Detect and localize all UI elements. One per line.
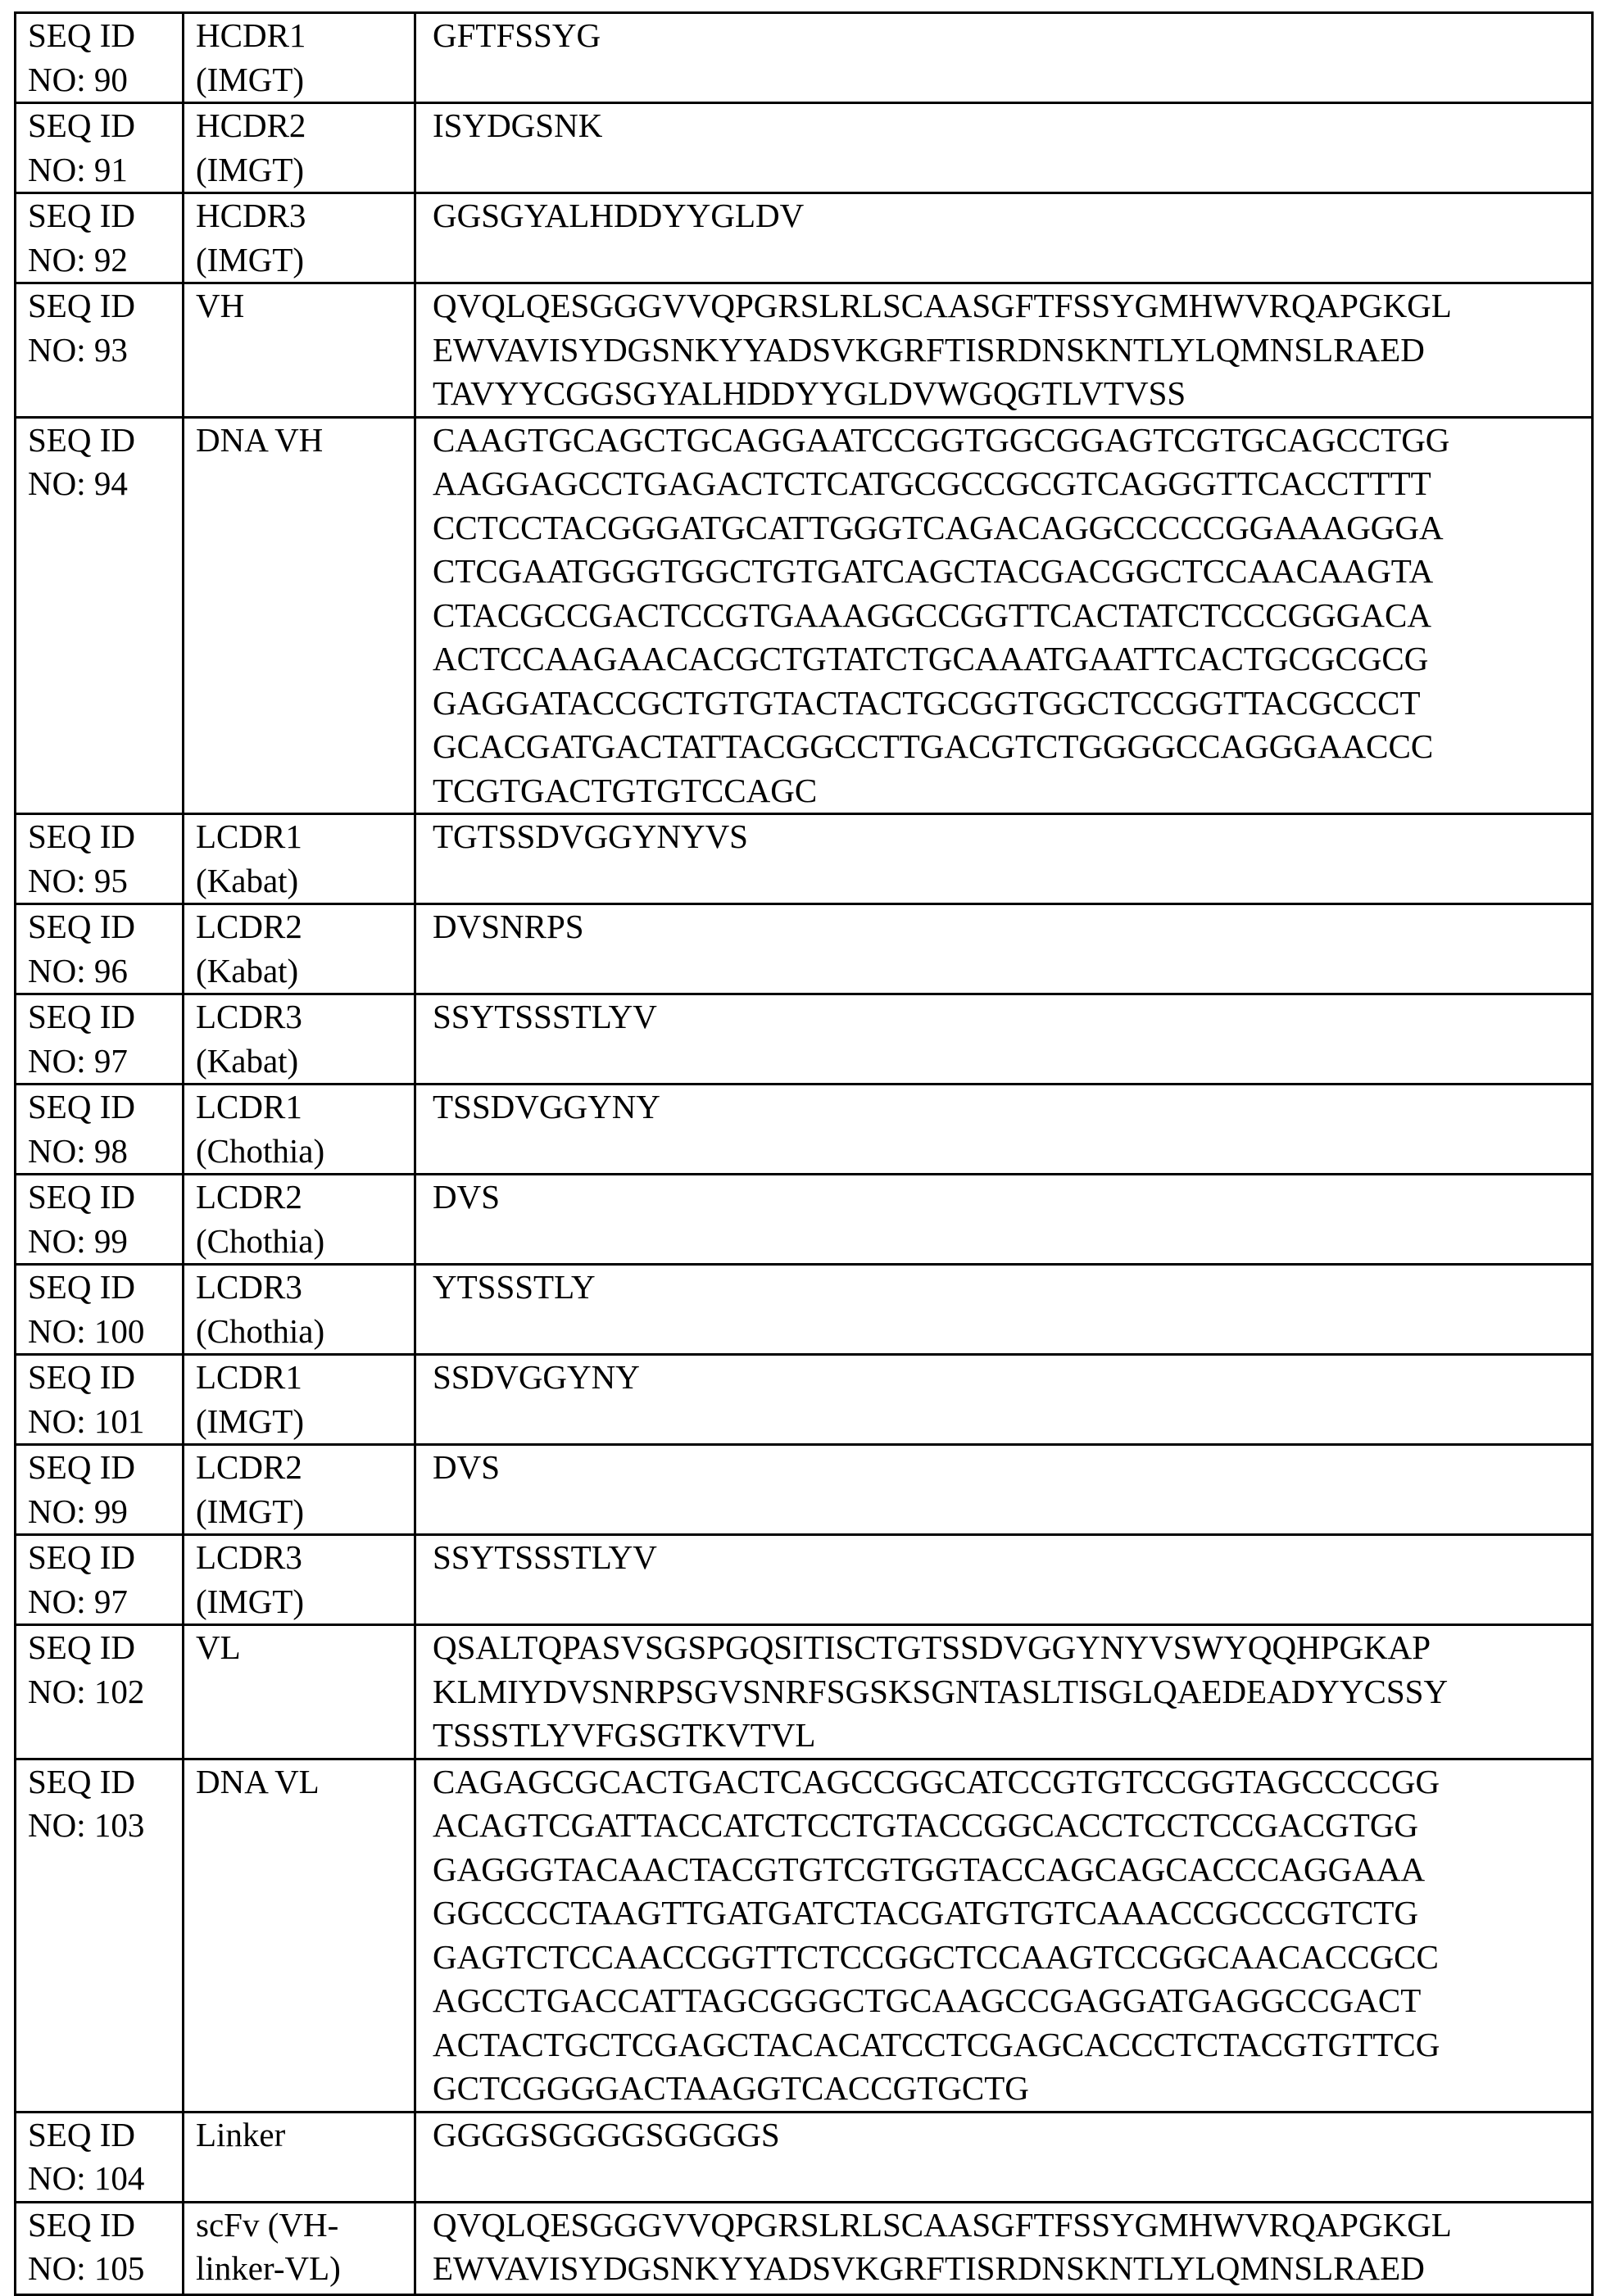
sequence-cell: QVQLQESGGGVVQPGRSLRLSCAASGFTFSSYGMHWVRQAPGKGL EWVAVISYDGSNKYYADSVKGRFTISRDNSKNTLYLQMNSLRAED TAVYYCGGSGYALHDDYYGLDVWGQGTLVTVSS — [415, 283, 1593, 418]
table-row — [16, 1175, 1593, 1265]
region-label-cell: LCDR2 (Kabat) — [184, 904, 415, 994]
region-label-cell: HCDR2 (IMGT) — [184, 103, 415, 193]
sequence-cell: GGGGSGGGGSGGGGS — [415, 2112, 1593, 2202]
region-label-cell: LCDR3 (IMGT) — [184, 1535, 415, 1625]
region-label-cell: LCDR1 (Kabat) — [184, 814, 415, 904]
table-row — [16, 2202, 1593, 2294]
sequence-cell: DVS — [415, 1445, 1593, 1535]
region-label-cell: DNA VH — [184, 417, 415, 814]
table-row — [16, 1265, 1593, 1355]
seq-id-cell: SEQ ID NO: 99 — [16, 1175, 184, 1265]
region-label-cell: HCDR3 (IMGT) — [184, 193, 415, 283]
table-row — [16, 1759, 1593, 2112]
sequence-cell: SSYTSSSTLYV — [415, 994, 1593, 1085]
table-row — [16, 417, 1593, 814]
table-row — [16, 13, 1593, 103]
sequence-cell: SSYTSSSTLYV — [415, 1535, 1593, 1625]
sequence-table — [14, 11, 1594, 2296]
seq-id-cell: SEQ ID NO: 92 — [16, 193, 184, 283]
sequence-cell: CAGAGCGCACTGACTCAGCCGGCATCCGTGTCCGGTAGCCCCGG ACAGTCGATTACCATCTCCTGTACCGGCACCTCCTCCGACGTGG GAGGGTACAACTACGTGTCGTGGTACCAGCAGCACCCAGGAAA GGCCCCTAAGTTGATGATCTACGATGTGTCAAACCGCCCGTCTG GAGTCTCCAACCGGTTCTCCGGCTCCAAGTCCGGCAACACCGCC AGCCTGACCATTAGCGGGCTGCAAGCCGAGGATGAGGCCGACT ACTACTGCTCGAGCTACACATCCTCGAGCACCCTCTACGTGTTCG GCTCGGGGACTAAGGTCACCGTGCTG — [415, 1759, 1593, 2112]
region-label-cell: scFv (VH- linker-VL) — [184, 2202, 415, 2294]
table-row — [16, 2112, 1593, 2202]
seq-id-cell: SEQ ID NO: 91 — [16, 103, 184, 193]
region-label-cell: LCDR2 (Chothia) — [184, 1175, 415, 1265]
seq-id-cell: SEQ ID NO: 95 — [16, 814, 184, 904]
seq-id-cell: SEQ ID NO: 102 — [16, 1625, 184, 1759]
sequence-cell: GFTFSSYG — [415, 13, 1593, 103]
table-row — [16, 1445, 1593, 1535]
sequence-cell: SSDVGGYNY — [415, 1355, 1593, 1445]
table-row — [16, 193, 1593, 283]
region-label-cell: HCDR1 (IMGT) — [184, 13, 415, 103]
sequence-cell: DVS — [415, 1175, 1593, 1265]
table-row — [16, 1535, 1593, 1625]
seq-id-cell: SEQ ID NO: 101 — [16, 1355, 184, 1445]
sequence-cell: ISYDGSNK — [415, 103, 1593, 193]
sequence-cell: CAAGTGCAGCTGCAGGAATCCGGTGGCGGAGTCGTGCAGCCTGG AAGGAGCCTGAGACTCTCATGCGCCGCGTCAGGGTTCACCTTTT CCTCCTACGGGATGCATTGGGTCAGACAGGCCCCCGGAAAGGGA CTCGAATGGGTGGCTGTGATCAGCTACGACGGCTCCAACAAGTA CTACGCCGACTCCGTGAAAGGCCGGTTCACTATCTCCCGGGACA ACTCCAAGAACACGCTGTATCTGCAAATGAATTCACTGCGCGCG GAGGATACCGCTGTGTACTACTGCGGTGGCTCCGGTTACGCCCT GCACGATGACTATTACGGCCTTGACGTCTGGGGCCAGGGAACCC TCGTGACTGTGTCCAGC — [415, 417, 1593, 814]
table-row — [16, 283, 1593, 418]
seq-id-cell: SEQ ID NO: 90 — [16, 13, 184, 103]
table-row — [16, 103, 1593, 193]
seq-id-cell: SEQ ID NO: 100 — [16, 1265, 184, 1355]
table-row — [16, 1085, 1593, 1175]
region-label-cell: Linker — [184, 2112, 415, 2202]
sequence-cell: TSSDVGGYNY — [415, 1085, 1593, 1175]
seq-id-cell: SEQ ID NO: 104 — [16, 2112, 184, 2202]
sequence-cell: DVSNRPS — [415, 904, 1593, 994]
region-label-cell: DNA VL — [184, 1759, 415, 2112]
seq-id-cell: SEQ ID NO: 103 — [16, 1759, 184, 2112]
sequence-table-body — [16, 13, 1593, 2295]
sequence-cell: QSALTQPASVSGSPGQSITISCTGTSSDVGGYNYVSWYQQHPGKAP KLMIYDVSNRPSGVSNRFSGSKSGNTASLTISGLQAEDEADYYCSSY TSSSTLYVFGSGTKVTVL — [415, 1625, 1593, 1759]
seq-id-cell: SEQ ID NO: 97 — [16, 1535, 184, 1625]
sequence-cell: QVQLQESGGGVVQPGRSLRLSCAASGFTFSSYGMHWVRQAPGKGL EWVAVISYDGSNKYYADSVKGRFTISRDNSKNTLYLQMNSLRAED — [415, 2202, 1593, 2294]
table-row — [16, 1625, 1593, 1759]
region-label-cell: LCDR3 (Chothia) — [184, 1265, 415, 1355]
table-row — [16, 1355, 1593, 1445]
region-label-cell: LCDR3 (Kabat) — [184, 994, 415, 1085]
region-label-cell: LCDR1 (Chothia) — [184, 1085, 415, 1175]
seq-id-cell: SEQ ID NO: 105 — [16, 2202, 184, 2294]
region-label-cell: LCDR2 (IMGT) — [184, 1445, 415, 1535]
region-label-cell: LCDR1 (IMGT) — [184, 1355, 415, 1445]
seq-id-cell: SEQ ID NO: 93 — [16, 283, 184, 418]
region-label-cell: VL — [184, 1625, 415, 1759]
table-row — [16, 994, 1593, 1085]
sequence-cell: GGSGYALHDDYYGLDV — [415, 193, 1593, 283]
sequence-cell: TGTSSDVGGYNYVS — [415, 814, 1593, 904]
table-row — [16, 904, 1593, 994]
seq-id-cell: SEQ ID NO: 97 — [16, 994, 184, 1085]
seq-id-cell: SEQ ID NO: 94 — [16, 417, 184, 814]
seq-id-cell: SEQ ID NO: 99 — [16, 1445, 184, 1535]
sequence-cell: YTSSSTLY — [415, 1265, 1593, 1355]
seq-id-cell: SEQ ID NO: 98 — [16, 1085, 184, 1175]
table-row — [16, 814, 1593, 904]
region-label-cell: VH — [184, 283, 415, 418]
seq-id-cell: SEQ ID NO: 96 — [16, 904, 184, 994]
